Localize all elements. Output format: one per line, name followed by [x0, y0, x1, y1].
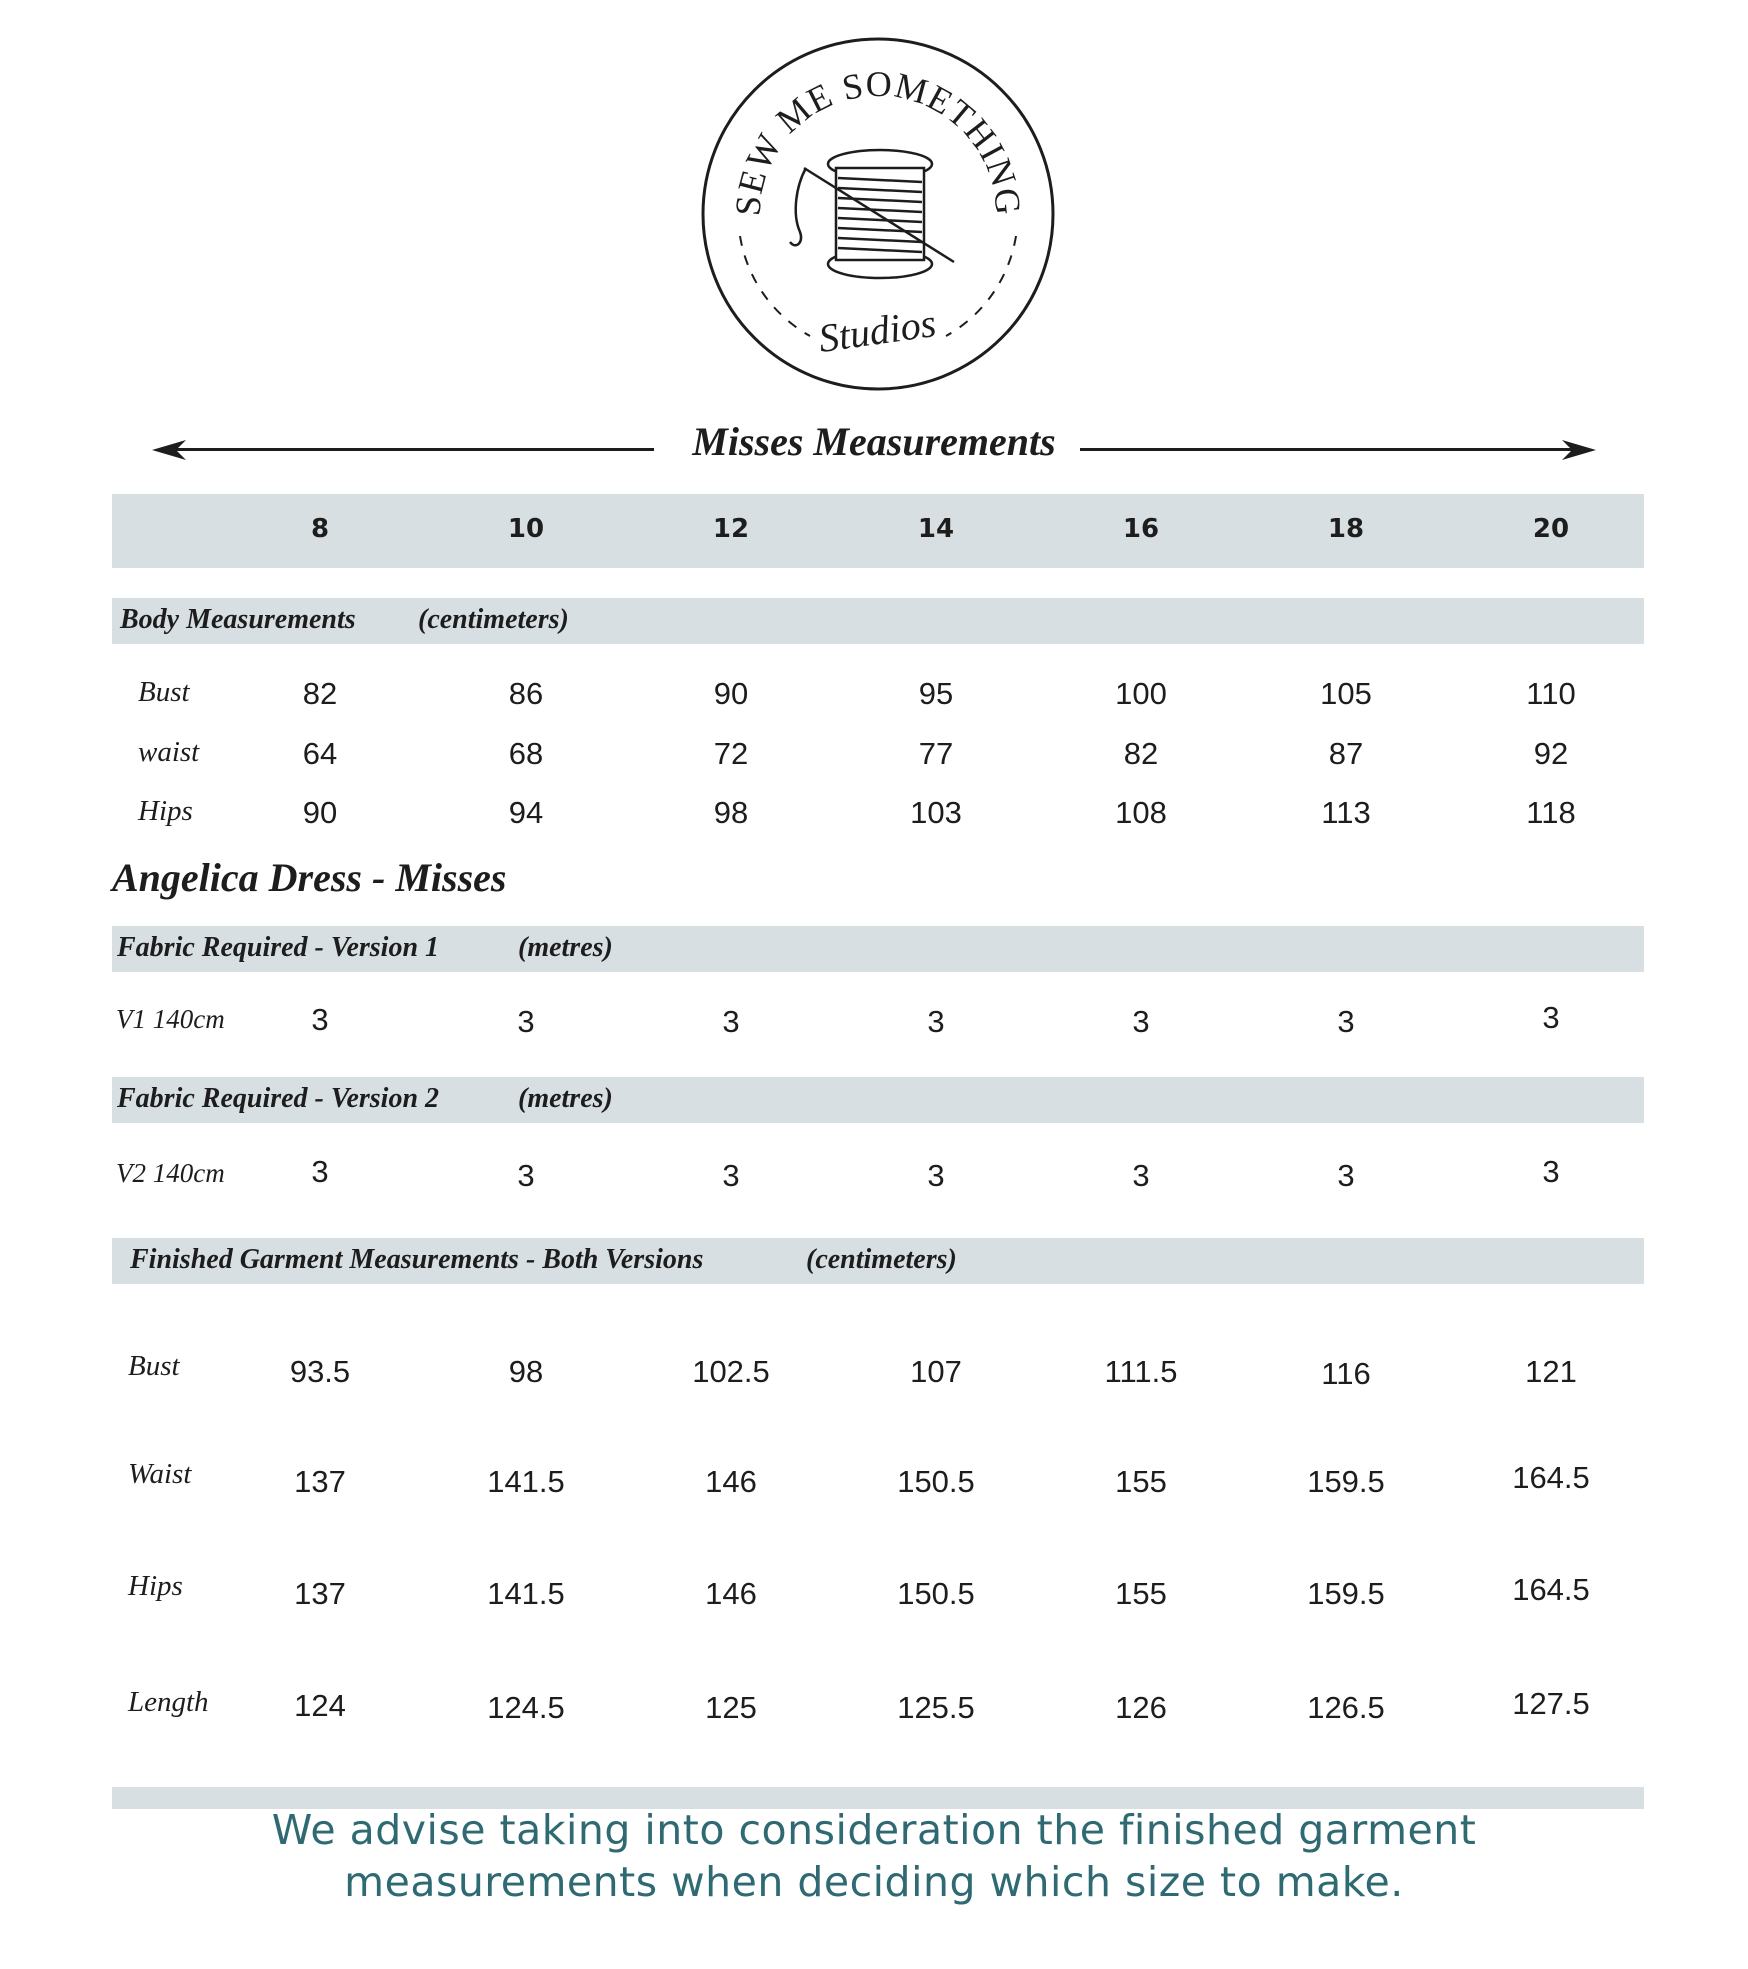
body-cell: 110 [1526, 676, 1576, 711]
size-header: 10 [507, 514, 545, 544]
fabric-v2-label: Fabric Required - Version 2 [117, 1083, 440, 1114]
finished-cell: 124 [294, 1688, 346, 1723]
finished-cell: 98 [508, 1354, 544, 1389]
finished-cell: 121 [1525, 1354, 1577, 1389]
finished-cell: 150.5 [897, 1464, 975, 1499]
body-cell: 95 [918, 676, 954, 711]
finished-cell: 137 [294, 1464, 346, 1499]
size-header: 12 [712, 514, 750, 544]
body-cell: 72 [713, 736, 749, 771]
size-header: 20 [1532, 514, 1570, 544]
body-row-label: Bust [138, 676, 190, 708]
fabric-cell: 3 [722, 1004, 740, 1039]
finished-cell: 107 [910, 1354, 962, 1389]
body-cell: 82 [302, 676, 338, 711]
size-header: 8 [310, 514, 330, 544]
fabric-v1-row-label: V1 140cm [116, 1004, 225, 1034]
finished-cell: 146 [705, 1576, 757, 1611]
size-header: 14 [917, 514, 955, 544]
thread-spool-needle-icon [790, 150, 954, 278]
fabric-cell: 3 [722, 1158, 740, 1193]
body-cell: 64 [302, 736, 338, 771]
fabric-v1-label: Fabric Required - Version 1 [117, 932, 440, 963]
body-cell: 100 [1115, 676, 1167, 711]
body-cell: 82 [1123, 736, 1159, 771]
finished-cell: 125 [705, 1690, 757, 1725]
finished-row-label: Bust [128, 1350, 180, 1382]
fabric-cell: 3 [1132, 1004, 1150, 1039]
finished-cell: 137 [294, 1576, 346, 1611]
finished-cell: 150.5 [897, 1576, 975, 1611]
finished-cell: 164.5 [1512, 1572, 1590, 1607]
size-header: 16 [1122, 514, 1160, 544]
fabric-cell: 3 [1132, 1158, 1150, 1193]
finished-cell: 102.5 [692, 1354, 770, 1389]
body-cell: 92 [1533, 736, 1569, 771]
advice-note-line-1: We advise taking into consideration the finished garment [271, 1806, 1477, 1854]
finished-cell: 159.5 [1307, 1576, 1385, 1611]
finished-row-label: Waist [128, 1458, 192, 1490]
body-cell: 90 [713, 676, 749, 711]
fabric-v2-row-label: V2 140cm [116, 1158, 225, 1188]
fabric-cell: 3 [1337, 1004, 1355, 1039]
body-cell: 68 [508, 736, 544, 771]
finished-cell: 155 [1115, 1464, 1167, 1499]
body-measurements-unit: (centimeters) [418, 604, 569, 635]
logo-bottom-text: Studios [815, 300, 939, 362]
finished-cell: 116 [1321, 1356, 1371, 1391]
fabric-v2-unit: (metres) [518, 1083, 613, 1114]
fabric-cell: 3 [517, 1004, 535, 1039]
body-cell: 118 [1526, 795, 1576, 830]
finished-cell: 127.5 [1512, 1686, 1590, 1721]
advice-note-line-2: measurements when deciding which size to make. [344, 1858, 1404, 1906]
body-cell: 77 [918, 736, 954, 771]
finished-cell: 93.5 [289, 1354, 351, 1389]
finished-row-label: Length [128, 1686, 209, 1718]
studio-logo [700, 36, 1056, 392]
finished-cell: 125.5 [897, 1690, 975, 1725]
fabric-cell: 3 [1337, 1158, 1355, 1193]
fabric-cell: 3 [1542, 1154, 1560, 1189]
fabric-cell: 3 [311, 1002, 329, 1037]
logo-top-text: SEW ME SOMETHING [727, 63, 1029, 218]
fabric-cell: 3 [311, 1154, 329, 1189]
body-cell: 98 [713, 795, 749, 830]
finished-cell: 155 [1115, 1576, 1167, 1611]
fabric-cell: 3 [1542, 1000, 1560, 1035]
fabric-v1-unit: (metres) [518, 932, 613, 963]
body-cell: 94 [508, 795, 544, 830]
dress-title: Angelica Dress - Misses [112, 855, 507, 900]
body-row-label: waist [138, 736, 200, 768]
body-cell: 103 [910, 795, 962, 830]
finished-cell: 141.5 [487, 1464, 565, 1499]
finished-cell: 159.5 [1307, 1464, 1385, 1499]
finished-cell: 124.5 [487, 1690, 565, 1725]
body-cell: 105 [1320, 676, 1372, 711]
finished-garment-unit: (centimeters) [806, 1244, 957, 1275]
body-cell: 90 [302, 795, 338, 830]
fabric-cell: 3 [927, 1004, 945, 1039]
fabric-cell: 3 [927, 1158, 945, 1193]
body-measurements-label: Body Measurements [120, 604, 356, 635]
page-title: Misses Measurements [692, 419, 1056, 464]
finished-cell: 164.5 [1512, 1460, 1590, 1495]
body-cell: 113 [1321, 795, 1371, 830]
finished-cell: 126 [1115, 1690, 1167, 1725]
body-cell: 86 [508, 676, 544, 711]
fabric-cell: 3 [517, 1158, 535, 1193]
body-cell: 108 [1115, 795, 1167, 830]
body-row-label: Hips [138, 795, 193, 827]
finished-row-label: Hips [128, 1570, 183, 1602]
finished-cell: 126.5 [1307, 1690, 1385, 1725]
finished-garment-label: Finished Garment Measurements - Both Versions [130, 1244, 704, 1275]
finished-cell: 146 [705, 1464, 757, 1499]
size-header: 18 [1327, 514, 1365, 544]
body-cell: 87 [1328, 736, 1364, 771]
finished-cell: 141.5 [487, 1576, 565, 1611]
finished-cell: 111.5 [1104, 1354, 1178, 1389]
